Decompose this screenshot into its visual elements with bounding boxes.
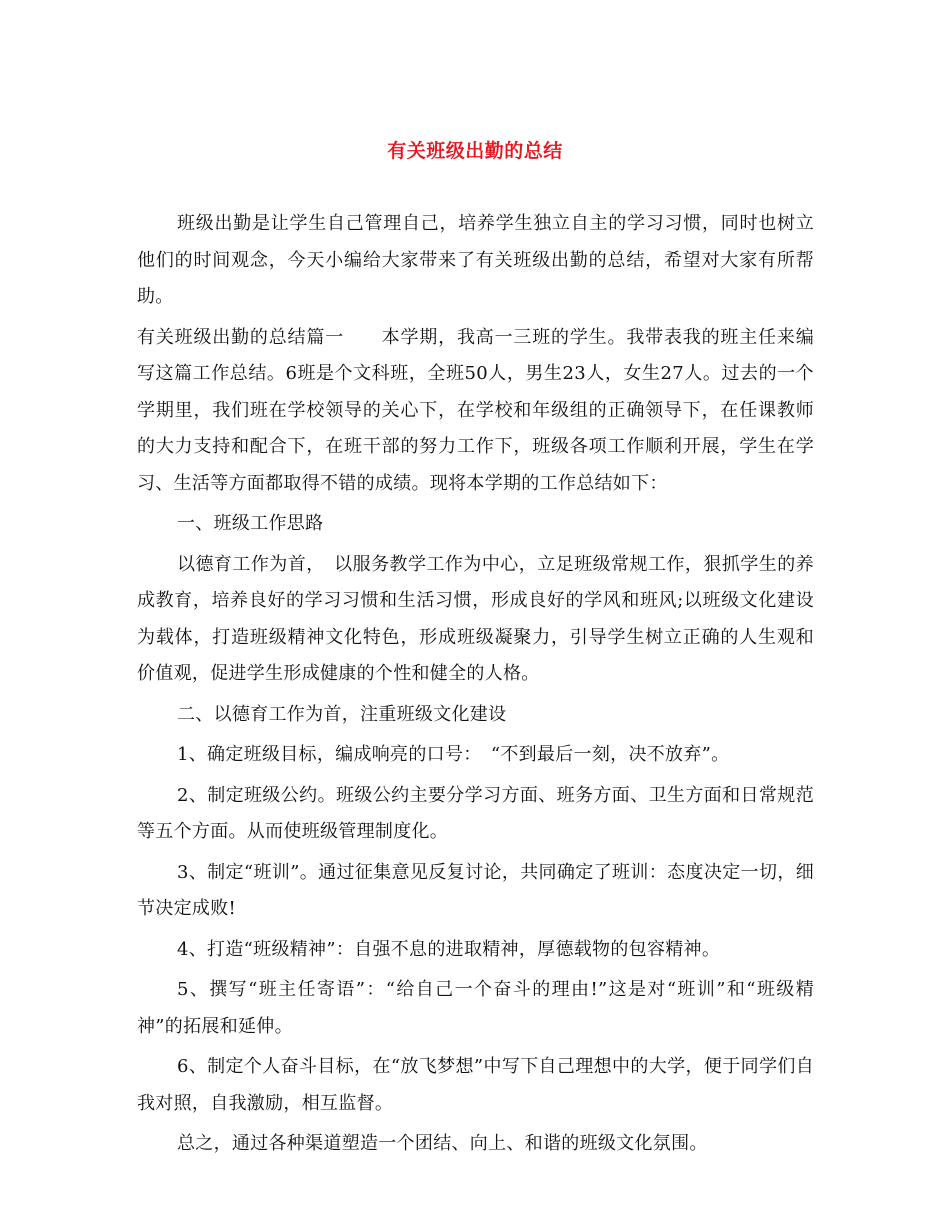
list-item: 3、制定“班训”。通过征集意见反复讨论，共同确定了班训：态度决定一切，细节决定成败! — [137, 861, 814, 919]
list-item: 2、制定班级公约。班级公约主要分学习方面、班务方面、卫生方面和日常规范等五个方面。从而使班级管理制度化。 — [137, 784, 814, 842]
list-item: 4、打造“班级精神”：自强不息的进取精神，厚德载物的包容精神。 — [177, 938, 721, 960]
work-approach-paragraph: 以德育工作为首， 以服务教学工作为中心，立足班级常规工作，狠抓学生的养成教育，培养良好的学习习惯和生活习惯，形成良好的学风和班风;以班级文化建设为载体，打造班级精神文化特色，形成班级凝聚力，引导学生树立正确的人生观和价值观，促进学生形成健康的个性和健全的人格。 — [137, 553, 814, 684]
document-body — [137, 206, 814, 1167]
heading-class-culture: 二、以德育工作为首，注重班级文化建设 — [177, 703, 507, 725]
list-item: 6、制定个人奋斗目标，在“放飞梦想”中写下自己理想中的大学，便于同学们自我对照，自我激励，相互监督。 — [137, 1056, 814, 1114]
section-one-paragraph: 有关班级出勤的总结篇一 本学期，我高一三班的学生。我带表我的班主任来编写这篇工作总结。6班是个文科班，全班50人，男生23人，女生27人。过去的一个学期里，我们班在学校领导的关心下，在学校和年级组的正确领导下，在任课教师的大力支持和配合下，在班干部的努力工作下，班级各项工作顺利开展，学生在学习、生活等方面都取得不错的成绩。现将本学期的工作总结如下： — [137, 326, 814, 494]
conclusion-paragraph: 总之，通过各种渠道塑造一个团结、向上、和谐的班级文化氛围。 — [177, 1133, 708, 1154]
document-title: 有关班级出勤的总结 — [387, 140, 563, 162]
heading-work-approach: 一、班级工作思路 — [177, 513, 324, 534]
intro-paragraph: 班级出勤是让学生自己管理自己，培养学生独立自主的学习习惯，同时也树立他们的时间观念，今天小编给大家带来了有关班级出勤的总结，希望对大家有所帮助。 — [137, 213, 814, 307]
list-item: 5、撰写“班主任寄语”：“给自己一个奋斗的理由!”这是对“班训”和“班级精神”的拓展和延伸。 — [137, 979, 814, 1037]
list-item: 1、确定班级目标，编成响亮的口号： “不到最后一刻，决不放弃”。 — [177, 744, 730, 765]
